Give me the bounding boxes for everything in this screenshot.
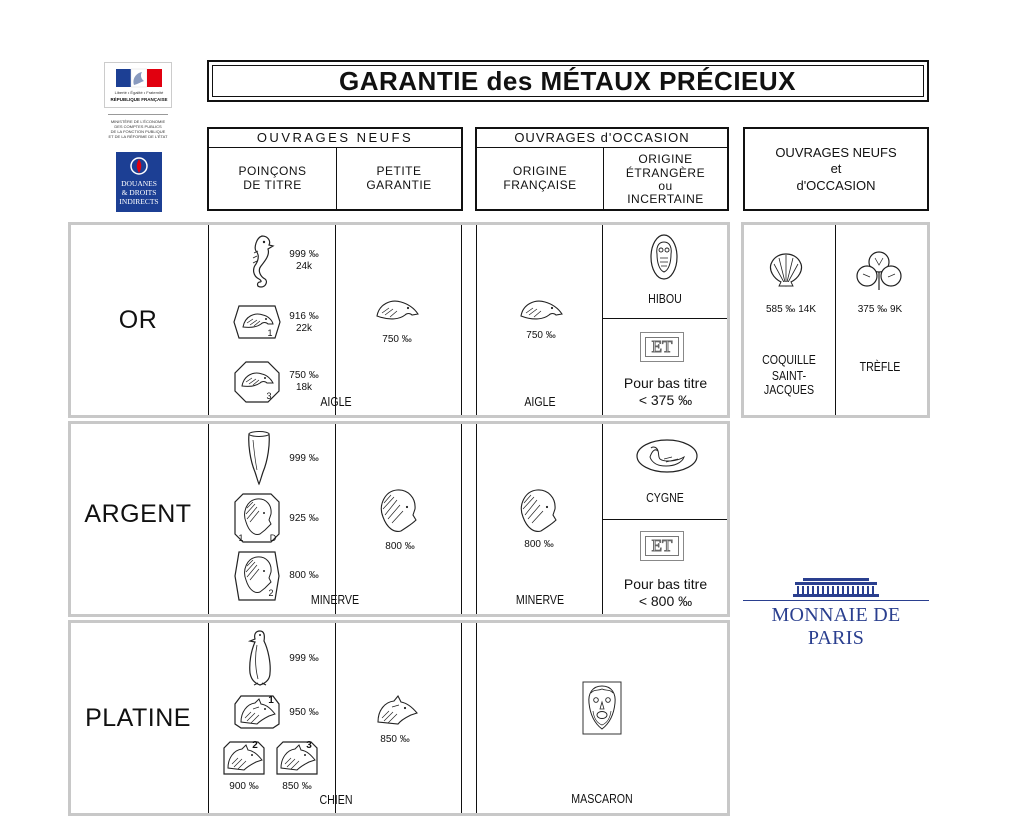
platine-occasion-name: MASCARON — [571, 792, 633, 806]
platine-titre-4-permille: 850 ‰ — [282, 781, 312, 792]
eagle-head-icon — [518, 296, 564, 328]
header-origine-etr-line-4: INCERTAINE — [627, 192, 704, 206]
et-stamp-or-text: ET — [651, 337, 673, 356]
monnaie-name: MONNAIE DE PARIS — [771, 604, 901, 649]
platine-titre-3-mark: 2 — [252, 740, 258, 751]
ministere-line-3: DE LA FONCTION PUBLIQUE — [110, 129, 166, 134]
or-trefle-value: 375 ‰ 9K — [857, 304, 903, 315]
argent-titre-2-permille: 925 ‰ — [289, 513, 319, 524]
seahorse-icon — [245, 233, 275, 291]
platine-titre-1-permille: 999 ‰ — [289, 653, 319, 664]
header-neufs-occ-line-3: d'OCCASION — [796, 178, 876, 193]
argent-etr-bottom-line-1: Pour bas titre — [623, 576, 708, 592]
platine-divider-3 — [461, 623, 462, 813]
scallop-shell-icon — [767, 252, 805, 288]
header-petite-line-1: PETITE — [376, 164, 422, 178]
header-origine-etr-line-2: ÉTRANGÈRE — [625, 166, 706, 180]
ministere-separator — [108, 114, 168, 115]
title-banner — [207, 60, 929, 102]
monnaie-de-paris-logo — [741, 574, 931, 649]
metal-label-or: OR — [118, 306, 158, 334]
header-neufs-title: OUVRAGES NEUFS — [256, 130, 414, 145]
ministere-logo — [104, 110, 172, 148]
platine-divider-1 — [208, 623, 209, 813]
or-trefle-name: TRÈFLE — [859, 360, 901, 374]
header-poincons-line-2: DE TITRE — [243, 178, 302, 192]
marianne-flag-icon — [116, 69, 162, 87]
platine-titre-4-mark: 3 — [306, 740, 312, 751]
mascaron-icon — [582, 681, 622, 735]
argent-divider-2 — [335, 424, 336, 614]
or-titre-name: AIGLE — [320, 395, 352, 409]
minerva-head-icon — [375, 487, 421, 535]
header-neufs-occ-line-2: et — [830, 161, 842, 176]
platine-divider-4 — [476, 623, 477, 813]
et-stamp-or — [640, 332, 684, 362]
or-titre-2-carat: 22k — [295, 323, 313, 334]
platine-titre-2-mark: 1 — [268, 695, 274, 706]
logo-column — [104, 62, 172, 212]
or-etr-top-name: HIBOU — [648, 292, 682, 306]
argent-titre-2-mark-left: 1 — [238, 533, 244, 543]
header-origine-fr-line-1: ORIGINE — [512, 164, 568, 178]
or-etr-split — [602, 318, 727, 319]
platine-titre-2-permille: 950 ‰ — [289, 707, 319, 718]
header-origine-etr-line-1: ORIGINE — [638, 152, 693, 166]
header-origine-etr-line-3: ou — [658, 179, 673, 193]
or-divider-3 — [461, 225, 462, 415]
page-title: GARANTIE des MÉTAUX PRÉCIEUX — [338, 66, 796, 96]
header-ouvrages-occasion — [475, 127, 729, 211]
or-titre-1-carat: 24k — [295, 261, 313, 272]
dog-head-icon — [374, 694, 420, 728]
header-occasion-title: OUVRAGES d'OCCASION — [514, 130, 690, 145]
argent-titre-3-mark: 2 — [268, 588, 274, 598]
header-occasion-rule — [477, 147, 727, 148]
argent-divider-1 — [208, 424, 209, 614]
or-divider-1 — [208, 225, 209, 415]
header-origine-fr-line-2: FRANÇAISE — [503, 178, 577, 192]
douanes-line-2: & DROITS — [121, 188, 157, 197]
or-divider-2 — [335, 225, 336, 415]
or-coquille-value: 585 ‰ 14K — [765, 304, 817, 315]
argent-titre-name: MINERVE — [310, 593, 360, 607]
argent-petite-value: 800 ‰ — [385, 541, 415, 552]
monnaie-rule — [743, 600, 929, 601]
platine-titre-3-permille: 900 ‰ — [229, 781, 259, 792]
douanes-logo — [116, 152, 162, 212]
header-neufs-et-occasion — [743, 127, 929, 211]
ministere-line-4: ET DE LA RÉFORME DE L'ÉTAT — [108, 134, 168, 139]
et-stamp-argent-text: ET — [651, 536, 673, 555]
republique-motto: Liberté • Égalité • Fraternité — [114, 90, 164, 95]
or-titre-2-mark: 1 — [267, 328, 273, 338]
or-divider-6 — [835, 225, 836, 415]
or-petite-value: 750 ‰ — [382, 334, 412, 345]
douanes-line-1: DOUANES — [121, 179, 157, 188]
or-fr-name: AIGLE — [524, 395, 556, 409]
trefoil-icon — [854, 250, 904, 292]
amphora-icon — [246, 430, 272, 486]
or-etr-bottom-line-2: < 375 ‰ — [638, 392, 693, 408]
or-coquille-name-line-1: COQUILLE — [762, 353, 816, 367]
argent-etr-split — [602, 519, 727, 520]
argent-etr-bottom-line-2: < 800 ‰ — [638, 593, 693, 609]
monnaie-building-icon — [793, 576, 879, 598]
argent-divider-3 — [461, 424, 462, 614]
or-coquille-name-line-2: SAINT-JACQUES — [763, 369, 815, 397]
argent-titre-2-mark-right: D — [269, 533, 277, 543]
or-titre-2-permille: 916 ‰ — [289, 311, 319, 322]
et-stamp-argent — [640, 531, 684, 561]
douanes-line-3: INDIRECTS — [119, 197, 159, 206]
header-neufs-rule — [209, 147, 461, 148]
or-etr-bottom-line-1: Pour bas titre — [623, 375, 708, 391]
owl-icon — [650, 234, 678, 280]
or-divider-4 — [476, 225, 477, 415]
argent-titre-1-permille: 999 ‰ — [289, 453, 319, 464]
republique-francaise-logo — [104, 62, 172, 108]
republique-name: RÉPUBLIQUE FRANÇAISE — [110, 97, 168, 102]
metal-label-argent: ARGENT — [84, 500, 192, 528]
ministere-line-2: DES COMPTES PUBLICS — [114, 124, 162, 129]
ministere-line-1: MINISTÈRE DE L'ÉCONOMIE — [110, 119, 166, 124]
penguin-icon — [246, 629, 274, 687]
swan-icon — [636, 439, 698, 473]
metal-label-platine: PLATINE — [85, 704, 191, 732]
eagle-head-icon — [374, 296, 420, 328]
header-ouvrages-neufs — [207, 127, 463, 211]
platine-titre-name: CHIEN — [319, 793, 353, 807]
argent-etr-top-name: CYGNE — [646, 491, 684, 505]
or-titre-3-mark: 3 — [266, 391, 272, 401]
or-titre-1-permille: 999 ‰ — [289, 249, 319, 260]
argent-fr-name: MINERVE — [515, 593, 565, 607]
platine-petite-value: 850 ‰ — [380, 734, 410, 745]
header-poincons-line-1: POINÇONS — [238, 164, 307, 178]
header-neufs-occ-line-1: OUVRAGES NEUFS — [775, 145, 897, 160]
header-petite-line-2: GARANTIE — [366, 178, 432, 192]
or-titre-3-permille: 750 ‰ — [289, 370, 319, 381]
argent-fr-value: 800 ‰ — [524, 539, 554, 550]
douanes-emblem-icon — [129, 156, 149, 176]
or-fr-value: 750 ‰ — [526, 330, 556, 341]
or-titre-3-carat: 18k — [295, 382, 313, 393]
platine-divider-2 — [335, 623, 336, 813]
minerva-head-icon — [515, 487, 561, 535]
argent-divider-4 — [476, 424, 477, 614]
argent-titre-3-permille: 800 ‰ — [289, 570, 319, 581]
